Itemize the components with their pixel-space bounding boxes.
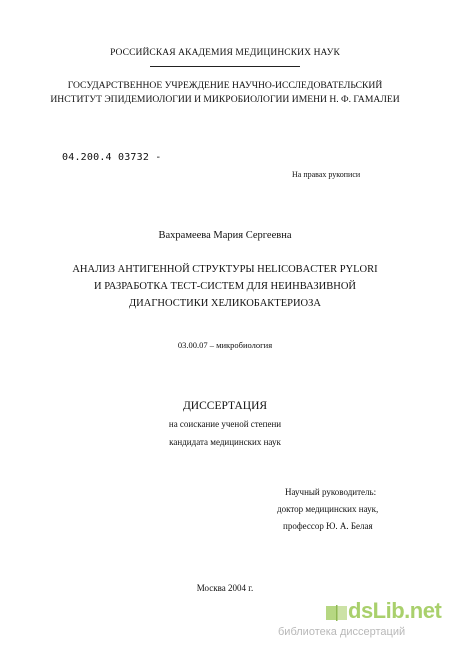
thesis-title-line-2: И РАЗРАБОТКА ТЕСТ-СИСТЕМ ДЛЯ НЕИНВАЗИВНОЙ [94, 281, 356, 292]
place-and-year: Москва 2004 г. [196, 583, 254, 593]
thesis-title-line-1: АНАЛИЗ АНТИГЕННОЙ СТРУКТУРЫ HELICOBACTER PYLORI [72, 264, 378, 275]
header-divider [150, 66, 300, 67]
document-type: ДИССЕРТАЦИЯ [182, 400, 268, 412]
thesis-title-line-3: ДИАГНОСТИКИ ХЕЛИКОБАКТЕРИОЗА [129, 298, 321, 309]
watermark-name[interactable]: dsLib.net [348, 598, 442, 623]
registration-code: 04.200.4 03732 - [62, 152, 162, 163]
author-name: Вахрамеева Мария Сергеевна [158, 230, 292, 241]
advisor-degree: доктор медицинских наук, [277, 504, 379, 514]
institute-name-line-1: ГОСУДАРСТВЕННОЕ УЧРЕЖДЕНИЕ НАУЧНО-ИССЛЕДОВАТЕЛЬСКИЙ [67, 80, 383, 91]
dslib-logo-icon [324, 602, 350, 624]
institute-name-line-2: ИНСТИТУТ ЭПИДЕМИОЛОГИИ И МИКРОБИОЛОГИИ ИМЕНИ Н. Ф. ГАМАЛЕИ [50, 94, 400, 105]
rights-note: На правах рукописи [292, 170, 361, 179]
degree-line-2: кандидата медицинских наук [169, 437, 281, 447]
advisor-name: профессор Ю. А. Белая [283, 521, 373, 531]
academy-name: РОССИЙСКАЯ АКАДЕМИЯ МЕДИЦИНСКИХ НАУК [110, 48, 340, 58]
degree-line-1: на соискание ученой степени [168, 419, 282, 429]
specialty-code: 03.00.07 – микробиология [177, 340, 273, 350]
advisor-label: Научный руководитель: [285, 487, 377, 497]
watermark-subtitle: библиотека диссертаций [278, 626, 406, 638]
